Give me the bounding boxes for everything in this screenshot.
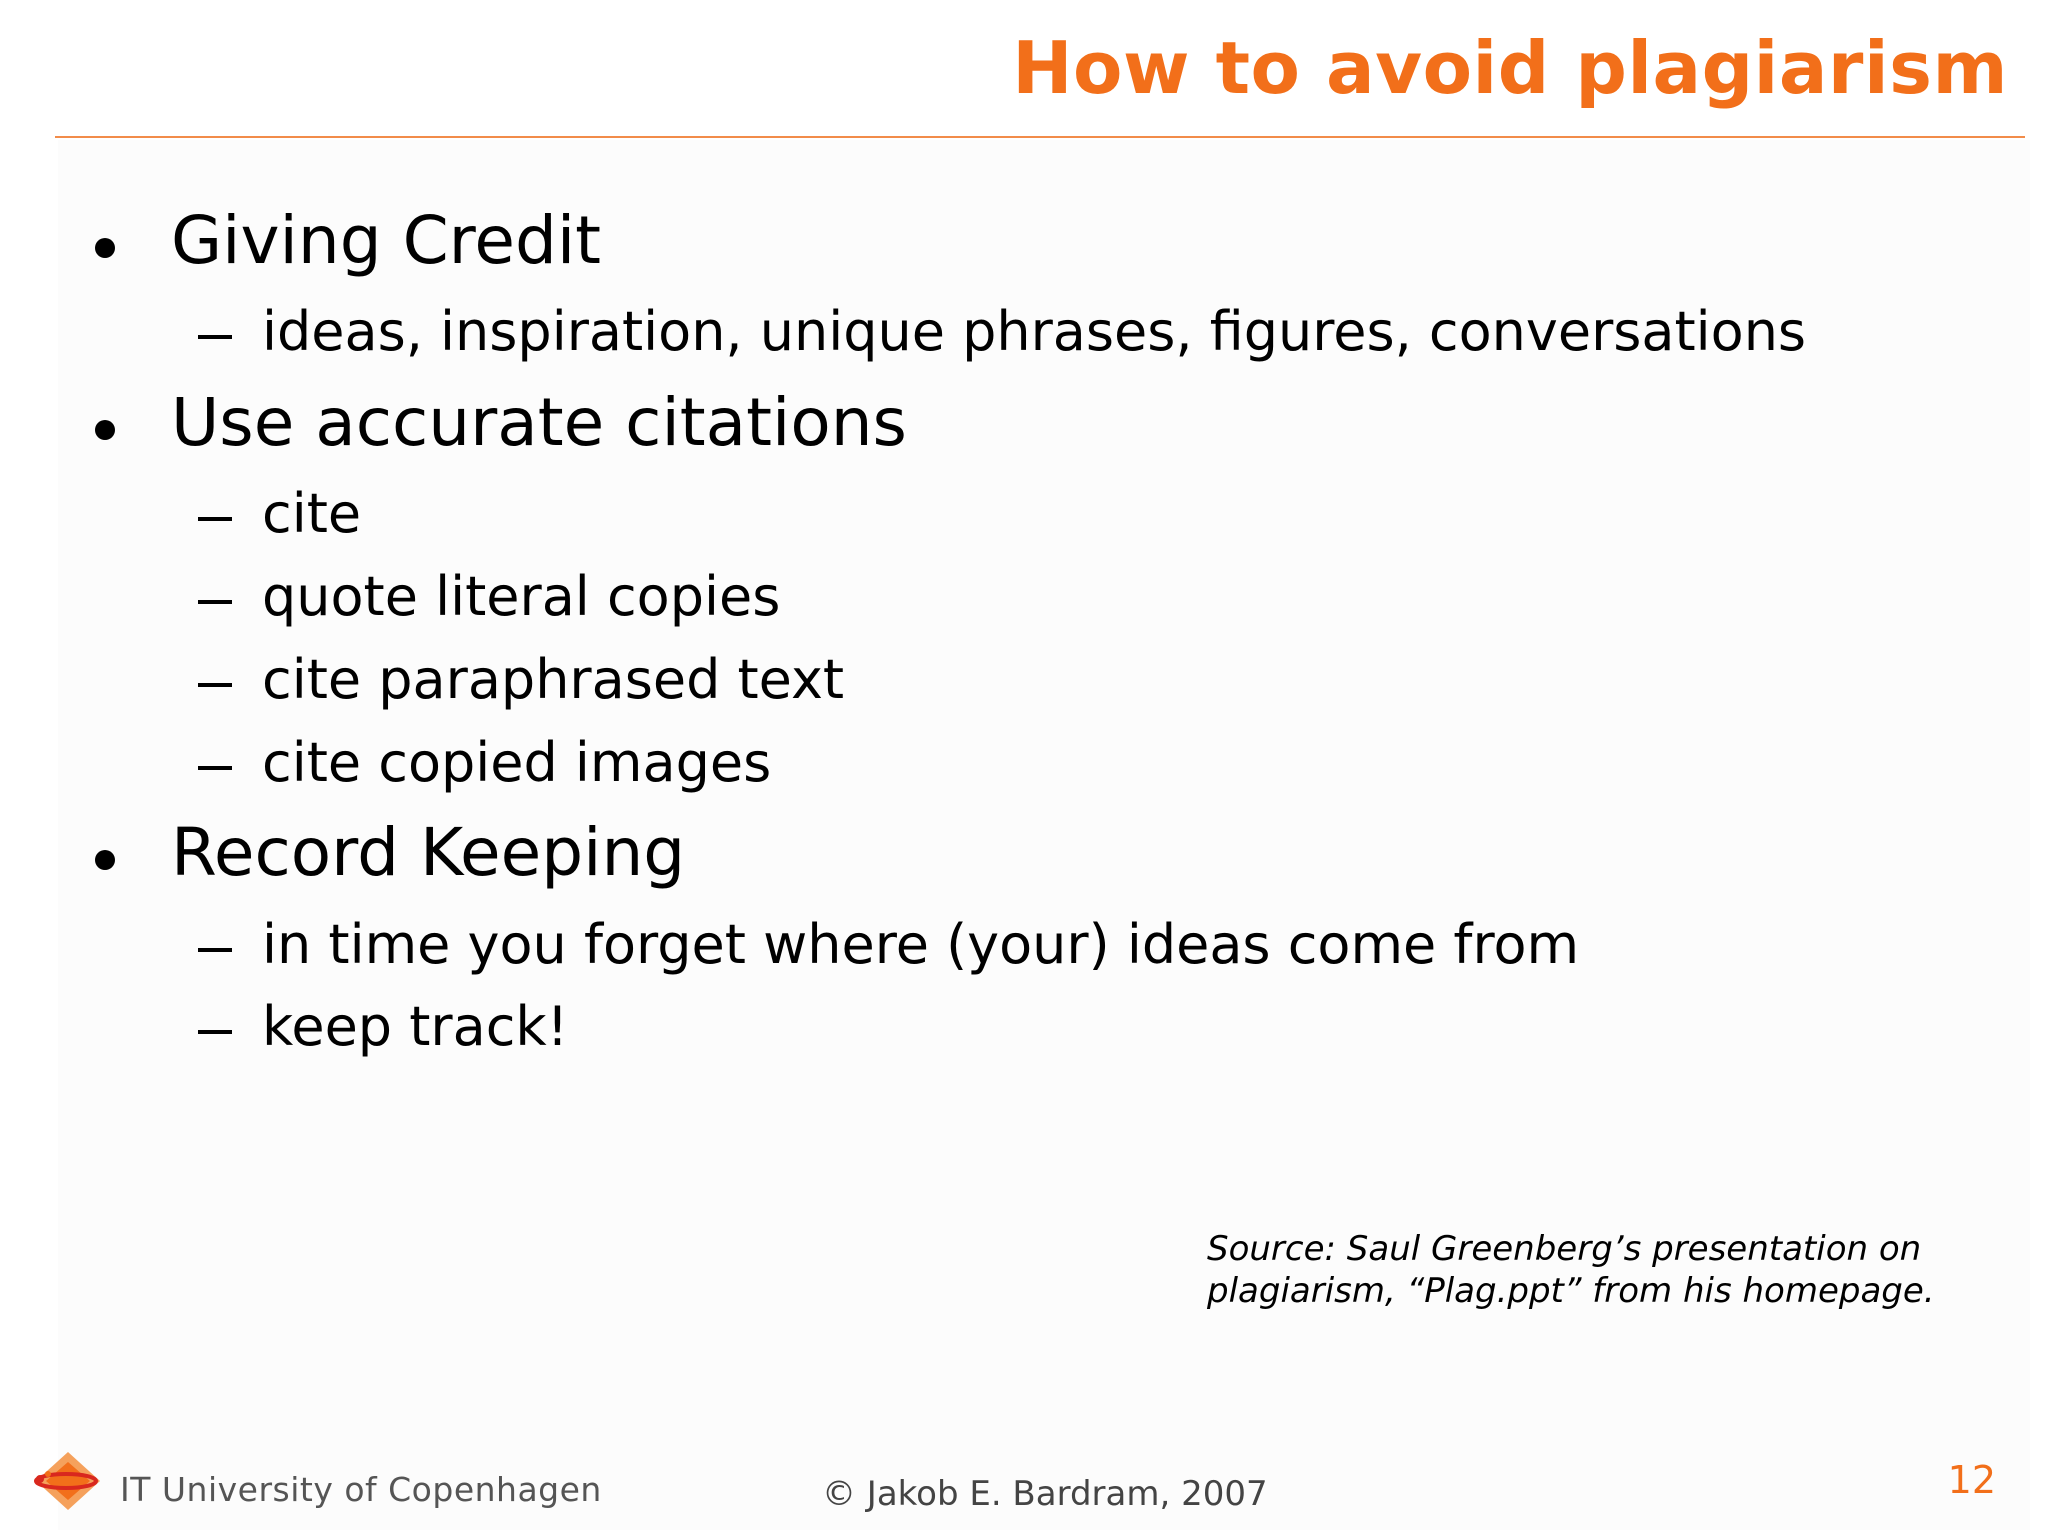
dash-marker [198,600,232,604]
bullet-text: Record Keeping [171,814,686,891]
sub-item-text: keep track! [262,995,569,1058]
page-number: 12 [1947,1458,1996,1502]
footer-university: IT University of Copenhagen [120,1470,602,1509]
dash-marker [198,766,232,770]
bullet-text: Use accurate citations [171,384,907,461]
sub-item-text: ideas, inspiration, unique phrases, figures, conversations [262,300,1807,363]
footer-copyright: © Jakob E. Bardram, 2007 [822,1474,1268,1514]
sub-item-text: cite copied images [262,731,772,794]
source-note-line: Source: Saul Greenberg’s presentation on [1207,1229,1922,1269]
dash-marker [198,683,232,687]
bullet-text: Giving Credit [171,202,602,279]
dash-marker [198,948,232,952]
sub-item-text: cite [262,482,362,545]
sub-item-text: quote literal copies [262,565,781,628]
source-note [1207,1228,1935,1312]
itu-logo-icon [28,1448,108,1514]
sub-item-text: in time you forget where (your) ideas come from [262,913,1580,976]
dash-marker [198,517,232,521]
dash-marker [198,335,232,339]
dash-marker [198,1030,232,1034]
bullet-dot [95,420,115,440]
source-note-line: plagiarism, “Plag.ppt” from his homepage. [1207,1271,1935,1311]
slide-title: How to avoid plagiarism [1012,26,2008,110]
bullet-dot [95,238,115,258]
sub-item-text: cite paraphrased text [262,648,845,711]
bullet-dot [95,850,115,870]
